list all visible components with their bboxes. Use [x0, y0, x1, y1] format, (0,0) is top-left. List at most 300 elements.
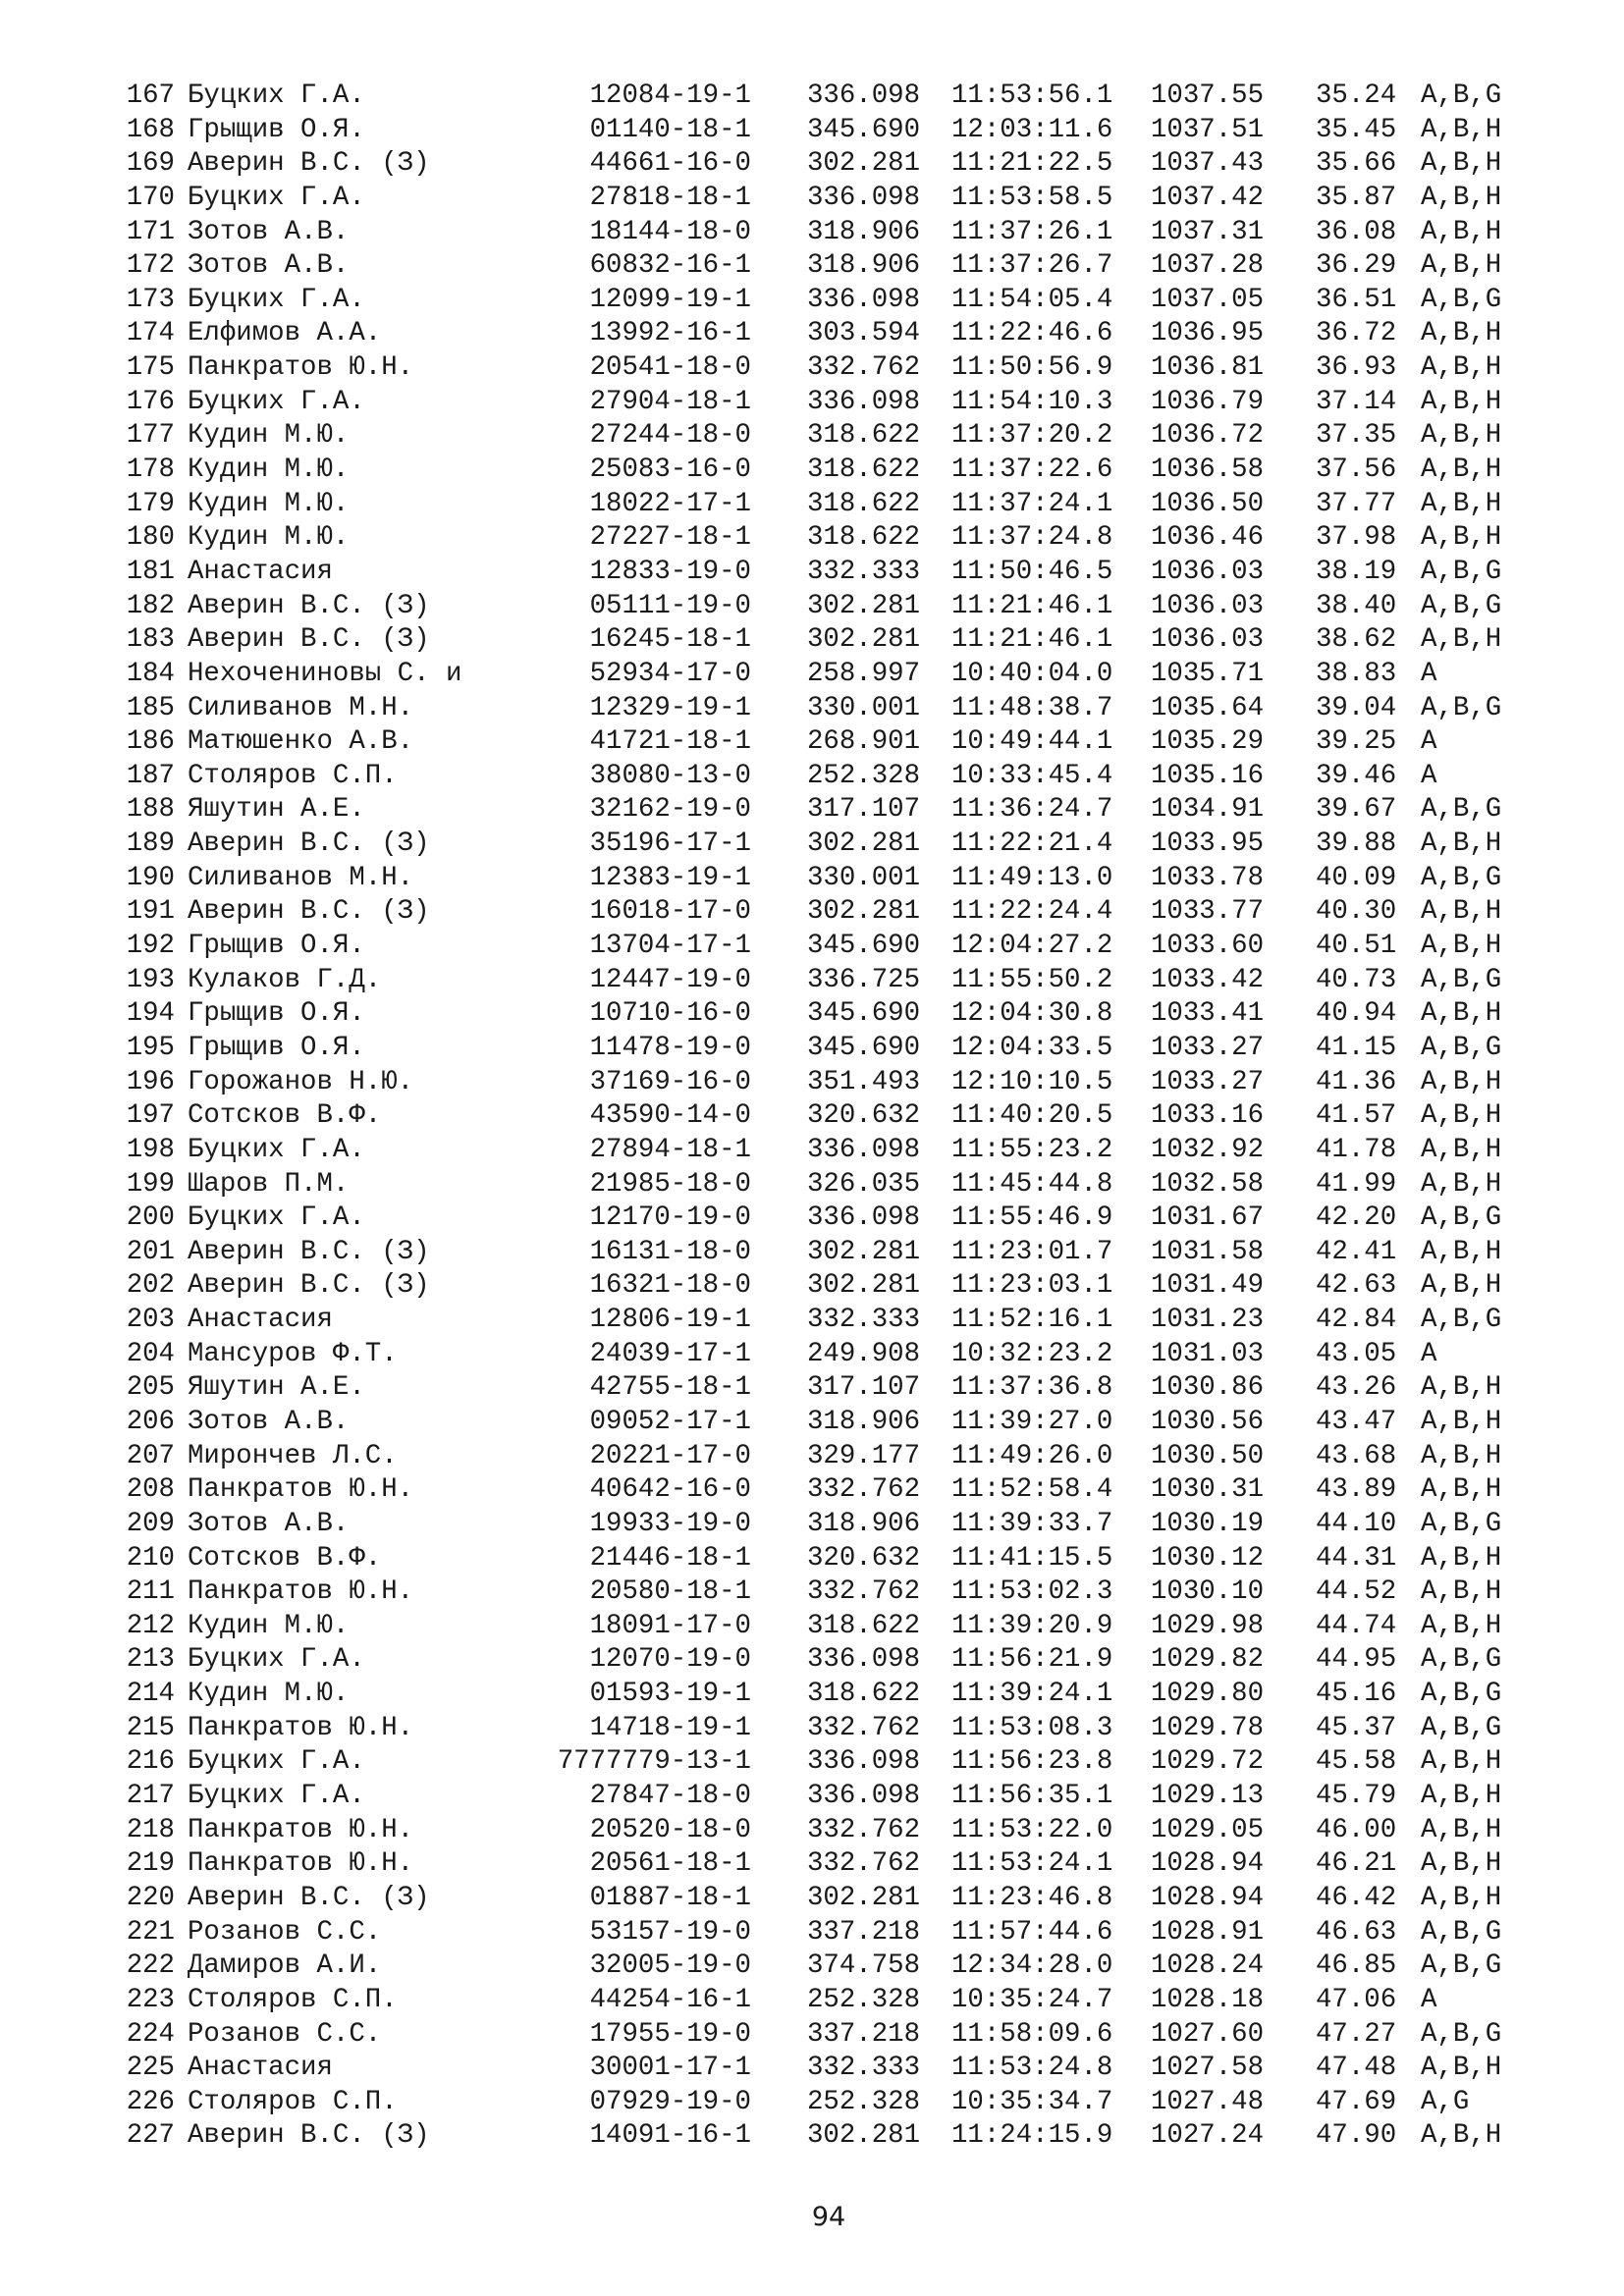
- speed-cell: 1036.03: [1151, 624, 1265, 656]
- place-cell: 179: [126, 488, 175, 519]
- distance-cell: 332.762: [807, 1848, 921, 1880]
- class-cell: A,B,H: [1421, 522, 1502, 554]
- table-row: [0, 793, 1624, 828]
- fancier-name-cell: Шаров П.М.: [188, 1168, 350, 1200]
- arrival-time-cell: 12:34:28.0: [951, 1950, 1113, 1982]
- table-row: [0, 1847, 1624, 1882]
- fancier-name-cell: Грыщив О.Я.: [188, 998, 365, 1030]
- coefficient-cell: 47.06: [1316, 1984, 1397, 2015]
- table-row: [0, 1678, 1624, 1712]
- class-cell: A: [1421, 726, 1437, 758]
- class-cell: A,B,G: [1421, 1305, 1502, 1336]
- table-row: [0, 1371, 1624, 1406]
- fancier-name-cell: Грыщив О.Я.: [188, 1032, 365, 1063]
- fancier-name-cell: Елфимов А.А.: [188, 318, 382, 349]
- fancier-name-cell: Буцких Г.А.: [188, 182, 365, 213]
- fancier-name-cell: Буцких Г.А.: [188, 1134, 365, 1165]
- ring-number-cell: 07929-19-0: [589, 2086, 751, 2117]
- table-row: [0, 1099, 1624, 1134]
- arrival-time-cell: 11:56:23.8: [951, 1746, 1113, 1778]
- distance-cell: 302.281: [807, 828, 921, 860]
- fancier-name-cell: Столяров С.П.: [188, 2086, 398, 2117]
- ring-number-cell: 12806-19-1: [589, 1305, 751, 1336]
- arrival-time-cell: 11:55:50.2: [951, 964, 1113, 995]
- fancier-name-cell: Кулаков Г.Д.: [188, 964, 382, 995]
- coefficient-cell: 43.26: [1316, 1372, 1397, 1404]
- distance-cell: 345.690: [807, 1032, 921, 1063]
- distance-cell: 303.594: [807, 318, 921, 349]
- table-row: [0, 1066, 1624, 1100]
- arrival-time-cell: 11:36:24.7: [951, 794, 1113, 826]
- ring-number-cell: 20580-18-1: [589, 1576, 751, 1608]
- class-cell: A,B,H: [1421, 1882, 1502, 1913]
- speed-cell: 1033.77: [1151, 896, 1265, 928]
- distance-cell: 329.177: [807, 1440, 921, 1471]
- fancier-name-cell: Аверин В.С. (З): [188, 590, 430, 621]
- arrival-time-cell: 11:39:20.9: [951, 1610, 1113, 1641]
- fancier-name-cell: Панкратов Ю.Н.: [188, 1814, 414, 1845]
- ring-number-cell: 16245-18-1: [589, 624, 751, 656]
- class-cell: A,B,H: [1421, 148, 1502, 180]
- coefficient-cell: 40.09: [1316, 862, 1397, 893]
- arrival-time-cell: 11:37:36.8: [951, 1372, 1113, 1404]
- fancier-name-cell: Панкратов Ю.Н.: [188, 1848, 414, 1880]
- distance-cell: 318.906: [807, 1406, 921, 1437]
- speed-cell: 1036.03: [1151, 556, 1265, 587]
- place-cell: 205: [126, 1372, 175, 1404]
- distance-cell: 337.218: [807, 2018, 921, 2050]
- coefficient-cell: 37.14: [1316, 386, 1397, 417]
- distance-cell: 337.218: [807, 1916, 921, 1948]
- arrival-time-cell: 11:56:35.1: [951, 1781, 1113, 1812]
- table-row: [0, 623, 1624, 658]
- place-cell: 199: [126, 1168, 175, 1200]
- table-row: [0, 1168, 1624, 1202]
- arrival-time-cell: 10:35:24.7: [951, 1984, 1113, 2015]
- speed-cell: 1035.29: [1151, 726, 1265, 758]
- arrival-time-cell: 11:53:24.8: [951, 2053, 1113, 2084]
- distance-cell: 302.281: [807, 1270, 921, 1302]
- speed-cell: 1036.50: [1151, 488, 1265, 519]
- coefficient-cell: 47.48: [1316, 2053, 1397, 2084]
- arrival-time-cell: 11:56:21.9: [951, 1644, 1113, 1676]
- fancier-name-cell: Кудин М.Ю.: [188, 420, 350, 452]
- arrival-time-cell: 11:22:24.4: [951, 896, 1113, 928]
- class-cell: A,B,H: [1421, 1610, 1502, 1641]
- distance-cell: 318.622: [807, 454, 921, 486]
- speed-cell: 1033.78: [1151, 862, 1265, 893]
- table-row: [0, 760, 1624, 794]
- place-cell: 176: [126, 386, 175, 417]
- place-cell: 172: [126, 250, 175, 282]
- fancier-name-cell: Мирончев Л.С.: [188, 1440, 398, 1471]
- place-cell: 196: [126, 1066, 175, 1097]
- ring-number-cell: 20520-18-0: [589, 1814, 751, 1845]
- ring-number-cell: 53157-19-0: [589, 1916, 751, 1948]
- ring-number-cell: 24039-17-1: [589, 1338, 751, 1369]
- class-cell: A,B,H: [1421, 1746, 1502, 1778]
- speed-cell: 1030.86: [1151, 1372, 1265, 1404]
- distance-cell: 302.281: [807, 148, 921, 180]
- speed-cell: 1037.43: [1151, 148, 1265, 180]
- ring-number-cell: 25083-16-0: [589, 454, 751, 486]
- place-cell: 193: [126, 964, 175, 995]
- place-cell: 184: [126, 658, 175, 689]
- table-row: [0, 862, 1624, 896]
- table-row: [0, 1814, 1624, 1848]
- speed-cell: 1034.91: [1151, 794, 1265, 826]
- place-cell: 221: [126, 1916, 175, 1948]
- fancier-name-cell: Буцких Г.А.: [188, 1781, 365, 1812]
- table-row: [0, 1745, 1624, 1780]
- speed-cell: 1031.03: [1151, 1338, 1265, 1369]
- coefficient-cell: 41.99: [1316, 1168, 1397, 1200]
- ring-number-cell: 44254-16-1: [589, 1984, 751, 2015]
- class-cell: A,B,H: [1421, 1134, 1502, 1165]
- distance-cell: 302.281: [807, 1882, 921, 1913]
- ring-number-cell: 44661-16-0: [589, 148, 751, 180]
- class-cell: A,B,G: [1421, 1916, 1502, 1948]
- coefficient-cell: 38.40: [1316, 590, 1397, 621]
- fancier-name-cell: Зотов А.В.: [188, 216, 350, 247]
- place-cell: 189: [126, 828, 175, 860]
- table-row: [0, 1406, 1624, 1440]
- class-cell: A,B,H: [1421, 250, 1502, 282]
- arrival-time-cell: 11:37:22.6: [951, 454, 1113, 486]
- ring-number-cell: 20221-17-0: [589, 1440, 751, 1471]
- distance-cell: 252.328: [807, 1984, 921, 2015]
- ring-number-cell: 12070-19-0: [589, 1644, 751, 1676]
- table-row: [0, 419, 1624, 454]
- speed-cell: 1028.94: [1151, 1848, 1265, 1880]
- arrival-time-cell: 11:52:16.1: [951, 1305, 1113, 1336]
- table-row: [0, 488, 1624, 522]
- class-cell: A,B,H: [1421, 488, 1502, 519]
- distance-cell: 336.098: [807, 1746, 921, 1778]
- fancier-name-cell: Аверин В.С. (З): [188, 1236, 430, 1267]
- fancier-name-cell: Буцких Г.А.: [188, 1644, 365, 1676]
- coefficient-cell: 38.83: [1316, 658, 1397, 689]
- fancier-name-cell: Кудин М.Ю.: [188, 454, 350, 486]
- arrival-time-cell: 11:58:09.6: [951, 2018, 1113, 2050]
- class-cell: A,B,H: [1421, 454, 1502, 486]
- ring-number-cell: 14091-16-1: [589, 2120, 751, 2152]
- table-row: [0, 80, 1624, 114]
- arrival-time-cell: 11:48:38.7: [951, 692, 1113, 723]
- coefficient-cell: 39.46: [1316, 760, 1397, 791]
- fancier-name-cell: Кудин М.Ю.: [188, 488, 350, 519]
- speed-cell: 1036.79: [1151, 386, 1265, 417]
- distance-cell: 336.098: [807, 1134, 921, 1165]
- table-row: [0, 1508, 1624, 1542]
- fancier-name-cell: Яшутин А.Е.: [188, 1372, 365, 1404]
- place-cell: 208: [126, 1474, 175, 1506]
- speed-cell: 1028.91: [1151, 1916, 1265, 1948]
- arrival-time-cell: 11:53:58.5: [951, 182, 1113, 213]
- distance-cell: 332.333: [807, 2053, 921, 2084]
- distance-cell: 345.690: [807, 931, 921, 962]
- fancier-name-cell: Анастасия: [188, 1305, 333, 1336]
- table-row: [0, 182, 1624, 216]
- arrival-time-cell: 11:22:21.4: [951, 828, 1113, 860]
- coefficient-cell: 36.08: [1316, 216, 1397, 247]
- ring-number-cell: 52934-17-0: [589, 658, 751, 689]
- class-cell: A,B,G: [1421, 1712, 1502, 1743]
- ring-number-cell: 19933-19-0: [589, 1508, 751, 1539]
- ring-number-cell: 12170-19-0: [589, 1202, 751, 1234]
- arrival-time-cell: 10:35:34.7: [951, 2086, 1113, 2117]
- speed-cell: 1037.55: [1151, 80, 1265, 111]
- distance-cell: 318.622: [807, 1679, 921, 1710]
- arrival-time-cell: 11:54:05.4: [951, 284, 1113, 315]
- class-cell: A,B,H: [1421, 1270, 1502, 1302]
- distance-cell: 345.690: [807, 998, 921, 1030]
- speed-cell: 1031.58: [1151, 1236, 1265, 1267]
- arrival-time-cell: 11:37:20.2: [951, 420, 1113, 452]
- fancier-name-cell: Нехочениновы С. и: [188, 658, 462, 689]
- fancier-name-cell: Буцких Г.А.: [188, 1202, 365, 1234]
- class-cell: A,B,G: [1421, 862, 1502, 893]
- coefficient-cell: 45.16: [1316, 1679, 1397, 1710]
- distance-cell: 336.098: [807, 284, 921, 315]
- speed-cell: 1033.41: [1151, 998, 1265, 1030]
- coefficient-cell: 36.93: [1316, 352, 1397, 384]
- fancier-name-cell: Буцких Г.А.: [188, 284, 365, 315]
- arrival-time-cell: 12:04:30.8: [951, 998, 1113, 1030]
- class-cell: A: [1421, 1338, 1437, 1369]
- fancier-name-cell: Анастасия: [188, 2053, 333, 2084]
- speed-cell: 1028.18: [1151, 1984, 1265, 2015]
- coefficient-cell: 43.05: [1316, 1338, 1397, 1369]
- speed-cell: 1029.82: [1151, 1644, 1265, 1676]
- coefficient-cell: 42.84: [1316, 1305, 1397, 1336]
- speed-cell: 1030.19: [1151, 1508, 1265, 1539]
- place-cell: 210: [126, 1542, 175, 1574]
- speed-cell: 1033.27: [1151, 1066, 1265, 1097]
- ring-number-cell: 20541-18-0: [589, 352, 751, 384]
- coefficient-cell: 44.52: [1316, 1576, 1397, 1608]
- table-row: [0, 1269, 1624, 1304]
- coefficient-cell: 44.31: [1316, 1542, 1397, 1574]
- ring-number-cell: 18144-18-0: [589, 216, 751, 247]
- ring-number-cell: 43590-14-0: [589, 1100, 751, 1132]
- table-row: [0, 1643, 1624, 1678]
- class-cell: A,B,G: [1421, 1950, 1502, 1982]
- fancier-name-cell: Буцких Г.А.: [188, 1746, 365, 1778]
- fancier-name-cell: Анастасия: [188, 556, 333, 587]
- fancier-name-cell: Горожанов Н.Ю.: [188, 1066, 414, 1097]
- coefficient-cell: 43.89: [1316, 1474, 1397, 1506]
- class-cell: A,B,H: [1421, 2053, 1502, 2084]
- place-cell: 183: [126, 624, 175, 656]
- arrival-time-cell: 11:23:01.7: [951, 1236, 1113, 1267]
- arrival-time-cell: 11:21:46.1: [951, 590, 1113, 621]
- class-cell: A: [1421, 658, 1437, 689]
- speed-cell: 1029.98: [1151, 1610, 1265, 1641]
- speed-cell: 1033.27: [1151, 1032, 1265, 1063]
- class-cell: A,B,H: [1421, 114, 1502, 145]
- arrival-time-cell: 11:53:08.3: [951, 1712, 1113, 1743]
- ring-number-cell: 16018-17-0: [589, 896, 751, 928]
- speed-cell: 1031.49: [1151, 1270, 1265, 1302]
- coefficient-cell: 42.63: [1316, 1270, 1397, 1302]
- place-cell: 190: [126, 862, 175, 893]
- fancier-name-cell: Зотов А.В.: [188, 250, 350, 282]
- place-cell: 195: [126, 1032, 175, 1063]
- class-cell: A,B,H: [1421, 896, 1502, 928]
- arrival-time-cell: 10:32:23.2: [951, 1338, 1113, 1369]
- class-cell: A,B,G: [1421, 2018, 1502, 2050]
- place-cell: 223: [126, 1984, 175, 2015]
- class-cell: A,B,H: [1421, 386, 1502, 417]
- arrival-time-cell: 12:04:27.2: [951, 931, 1113, 962]
- arrival-time-cell: 10:40:04.0: [951, 658, 1113, 689]
- class-cell: A,B,H: [1421, 1440, 1502, 1471]
- class-cell: A,B,H: [1421, 1848, 1502, 1880]
- fancier-name-cell: Аверин В.С. (З): [188, 2120, 430, 2152]
- coefficient-cell: 36.51: [1316, 284, 1397, 315]
- fancier-name-cell: Кудин М.Ю.: [188, 522, 350, 554]
- class-cell: A,B,H: [1421, 1100, 1502, 1132]
- class-cell: A,B,H: [1421, 1542, 1502, 1574]
- place-cell: 200: [126, 1202, 175, 1234]
- distance-cell: 258.997: [807, 658, 921, 689]
- coefficient-cell: 41.15: [1316, 1032, 1397, 1063]
- coefficient-cell: 40.94: [1316, 998, 1397, 1030]
- arrival-time-cell: 11:49:13.0: [951, 862, 1113, 893]
- ring-number-cell: 01140-18-1: [589, 114, 751, 145]
- speed-cell: 1036.95: [1151, 318, 1265, 349]
- class-cell: A,B,H: [1421, 1781, 1502, 1812]
- fancier-name-cell: Матюшенко А.В.: [188, 726, 414, 758]
- table-row: [0, 1575, 1624, 1610]
- table-row: [0, 1236, 1624, 1270]
- speed-cell: 1031.23: [1151, 1305, 1265, 1336]
- place-cell: 217: [126, 1781, 175, 1812]
- place-cell: 167: [126, 80, 175, 111]
- place-cell: 218: [126, 1814, 175, 1845]
- fancier-name-cell: Кудин М.Ю.: [188, 1610, 350, 1641]
- place-cell: 197: [126, 1100, 175, 1132]
- distance-cell: 374.758: [807, 1950, 921, 1982]
- distance-cell: 332.762: [807, 1474, 921, 1506]
- arrival-time-cell: 11:45:44.8: [951, 1168, 1113, 1200]
- speed-cell: 1027.60: [1151, 2018, 1265, 2050]
- speed-cell: 1030.10: [1151, 1576, 1265, 1608]
- ring-number-cell: 32005-19-0: [589, 1950, 751, 1982]
- distance-cell: 318.622: [807, 1610, 921, 1641]
- class-cell: A,B,H: [1421, 318, 1502, 349]
- fancier-name-cell: Мансуров Ф.Т.: [188, 1338, 398, 1369]
- speed-cell: 1033.95: [1151, 828, 1265, 860]
- ring-number-cell: 60832-16-1: [589, 250, 751, 282]
- arrival-time-cell: 11:55:23.2: [951, 1134, 1113, 1165]
- arrival-time-cell: 12:04:33.5: [951, 1032, 1113, 1063]
- coefficient-cell: 35.87: [1316, 182, 1397, 213]
- place-cell: 207: [126, 1440, 175, 1471]
- place-cell: 175: [126, 352, 175, 384]
- fancier-name-cell: Силиванов М.Н.: [188, 692, 414, 723]
- coefficient-cell: 41.78: [1316, 1134, 1397, 1165]
- ring-number-cell: 7777779-13-1: [557, 1746, 751, 1778]
- distance-cell: 317.107: [807, 794, 921, 826]
- speed-cell: 1030.56: [1151, 1406, 1265, 1437]
- distance-cell: 332.333: [807, 556, 921, 587]
- fancier-name-cell: Сотсков В.Ф.: [188, 1100, 382, 1132]
- speed-cell: 1036.03: [1151, 590, 1265, 621]
- ring-number-cell: 32162-19-0: [589, 794, 751, 826]
- ring-number-cell: 18022-17-1: [589, 488, 751, 519]
- arrival-time-cell: 11:23:03.1: [951, 1270, 1113, 1302]
- speed-cell: 1035.64: [1151, 692, 1265, 723]
- distance-cell: 252.328: [807, 760, 921, 791]
- ring-number-cell: 40642-16-0: [589, 1474, 751, 1506]
- fancier-name-cell: Сотсков В.Ф.: [188, 1542, 382, 1574]
- ring-number-cell: 30001-17-1: [589, 2053, 751, 2084]
- distance-cell: 336.098: [807, 1202, 921, 1234]
- coefficient-cell: 37.77: [1316, 488, 1397, 519]
- arrival-time-cell: 12:03:11.6: [951, 114, 1113, 145]
- ring-number-cell: 21985-18-0: [589, 1168, 751, 1200]
- distance-cell: 318.622: [807, 488, 921, 519]
- distance-cell: 351.493: [807, 1066, 921, 1097]
- fancier-name-cell: Столяров С.П.: [188, 1984, 398, 2015]
- distance-cell: 318.906: [807, 216, 921, 247]
- coefficient-cell: 37.35: [1316, 420, 1397, 452]
- class-cell: A,B,G: [1421, 590, 1502, 621]
- fancier-name-cell: Аверин В.С. (З): [188, 1270, 430, 1302]
- fancier-name-cell: Панкратов Ю.Н.: [188, 1576, 414, 1608]
- ring-number-cell: 20561-18-1: [589, 1848, 751, 1880]
- fancier-name-cell: Панкратов Ю.Н.: [188, 352, 414, 384]
- table-row: [0, 2119, 1624, 2154]
- coefficient-cell: 45.58: [1316, 1746, 1397, 1778]
- table-row: [0, 114, 1624, 148]
- place-cell: 171: [126, 216, 175, 247]
- place-cell: 219: [126, 1848, 175, 1880]
- ring-number-cell: 01887-18-1: [589, 1882, 751, 1913]
- speed-cell: 1036.46: [1151, 522, 1265, 554]
- table-row: [0, 964, 1624, 998]
- fancier-name-cell: Зотов А.В.: [188, 1508, 350, 1539]
- class-cell: A,B,G: [1421, 794, 1502, 826]
- fancier-name-cell: Аверин В.С. (З): [188, 148, 430, 180]
- distance-cell: 336.725: [807, 964, 921, 995]
- arrival-time-cell: 11:40:20.5: [951, 1100, 1113, 1132]
- place-cell: 202: [126, 1270, 175, 1302]
- class-cell: A,B,G: [1421, 284, 1502, 315]
- table-row: [0, 895, 1624, 930]
- coefficient-cell: 41.57: [1316, 1100, 1397, 1132]
- distance-cell: 252.328: [807, 2086, 921, 2117]
- table-row: [0, 930, 1624, 964]
- results-table: [0, 80, 1624, 2154]
- coefficient-cell: 45.37: [1316, 1712, 1397, 1743]
- place-cell: 222: [126, 1950, 175, 1982]
- speed-cell: 1029.05: [1151, 1814, 1265, 1845]
- coefficient-cell: 46.42: [1316, 1882, 1397, 1913]
- speed-cell: 1027.48: [1151, 2086, 1265, 2117]
- place-cell: 174: [126, 318, 175, 349]
- class-cell: A,B,H: [1421, 1168, 1502, 1200]
- ring-number-cell: 27244-18-0: [589, 420, 751, 452]
- arrival-time-cell: 11:24:15.9: [951, 2120, 1113, 2152]
- ring-number-cell: 01593-19-1: [589, 1679, 751, 1710]
- coefficient-cell: 38.62: [1316, 624, 1397, 656]
- distance-cell: 318.906: [807, 1508, 921, 1539]
- distance-cell: 302.281: [807, 1236, 921, 1267]
- arrival-time-cell: 10:33:45.4: [951, 760, 1113, 791]
